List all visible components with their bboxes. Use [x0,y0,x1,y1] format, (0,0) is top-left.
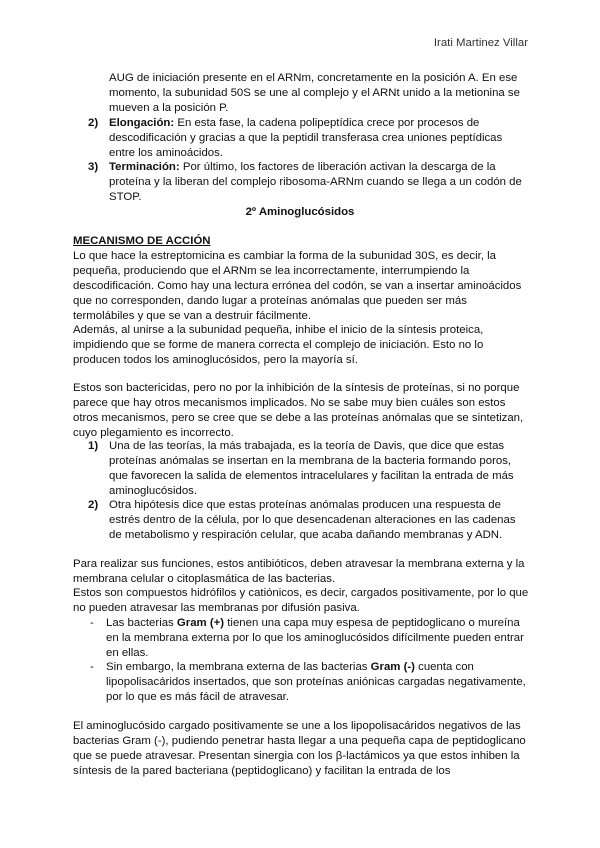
theory-davis: Una de las teorías, la más trabajada, es la teoría de Davis, que dice que estas proteínas anómalas se insertan en la membrana de la bacteria formando poros, que favorecen la salida de elementos intracelulares y facilitan la entrada de más aminoglucósidos. [109,440,514,497]
section-title: 2º Aminoglucósidos [245,206,355,218]
bullet-gram-positive [106,616,531,661]
bullet-text: Las bacterias [106,617,177,629]
list-item-continuation: AUG de iniciación presente en el ARNm, concretamente en la posición A. En ese momento, la subunidad 50S se une al complejo y el ARNt unido a la metionina se mueven a la posición P. [109,72,520,114]
list-item-elongation [109,116,529,161]
bullet-text: tienen una capa muy espesa de peptidoglicano o mureína en la membrana externa por lo que los aminoglucósidos difícilmente pueden entrar en ellas. [106,617,524,659]
list-item-termination [109,160,529,205]
theory-stress: Otra hipótesis dice que estas proteínas anómalas producen una respuesta de estrés dentro de la célula, por lo que desencadenan alteraciones en las cadenas de metabolismo y respiración celular, que acaba dañando membranas y ADN. [109,499,516,541]
list-item-title: Terminación: [109,161,180,173]
paragraph-1: Lo que hace la estreptomicina es cambiar la forma de la subunidad 30S, es decir, la pequeña, produciendo que el ARNm se lea incorrectamente, interrumpiendo la descodificación. Como hay una lectura errónea del codón, se van a insertar aminoácidos que no corresponden, dando lugar a proteínas anómalas que pueden ser más termolábiles y que se van a destruir fácilmente. [73,250,522,322]
bullet-text: Sin embargo, la membrana externa de las bacterias [106,661,371,673]
list-item-text: En esta fase, la cadena polipeptídica crece por procesos de descodificación y gracias a que la peptidil transferasa crea uniones peptídicas entre los aminoácidos. [109,117,503,159]
bullet-dash: - [90,661,94,673]
theory-number: 2) [88,499,99,511]
paragraph-3: Estos son bactericidas, pero no por la inhibición de la síntesis de proteínas, si no porque parece que hay otros mecanismos implicados. No se sabe muy bien cuáles son estos otros mecanismos, pero se cree que se debe a las proteínas anómalas que se sintetizan, cuyo plegamiento es incorrecto. [73,382,524,439]
theory-number: 1) [88,440,99,452]
paragraph-2: Además, al unirse a la subunidad pequeña, inhibe el inicio de la síntesis proteica, impidiendo que se forme de manera correcta el complejo de iniciación. Esto no lo producen todos los aminoglucósidos, pero la mayoría sí. [73,324,484,366]
bullet-gram-negative [106,660,531,705]
list-number: 3) [88,161,99,173]
paragraph-5: Estos son compuestos hidrófilos y catiónicos, es decir, cargados positivamente, por lo que no pueden atravesar las membranas por difusión pasiva. [73,587,529,614]
list-item-text: Por último, los factores de liberación activan la descarga de la proteína y la liberan del complejo ribosoma-ARNm cuando se llega a un codón de STOP. [109,161,522,203]
bullet-text: cuenta con lipopolisacáridos insertados, que son proteínas aniónicas cargadas negativamente, por lo que es más fácil de atravesar. [106,661,526,703]
list-item-title: Elongación: [109,117,175,129]
bullet-dash: - [90,617,94,629]
bullet-bold: Gram (+) [176,617,225,629]
paragraph-4: Para realizar sus funciones, estos antibióticos, deben atravesar la membrana externa y la membrana celular o citoplasmática de las bacterias. [73,558,525,585]
list-number: 2) [88,117,99,129]
page-header-author: Irati Martinez Villar [433,37,528,49]
bullet-bold: Gram (-) [370,661,415,673]
mechanism-heading: MECANISMO DE ACCIÓN [73,235,211,247]
paragraph-6: El aminoglucósido cargado positivamente se une a los lipopolisacáridos negativos de las bacterias Gram (-), pudiendo penetrar hasta llegar a una pequeña capa de peptidoglicano que se puede atravesar. Presentan sinergia con los β-lactámicos ya que estos inhiben la síntesis de la pared bacteriana (peptidoglicano) y facilitan la entrada de los [73,720,526,777]
